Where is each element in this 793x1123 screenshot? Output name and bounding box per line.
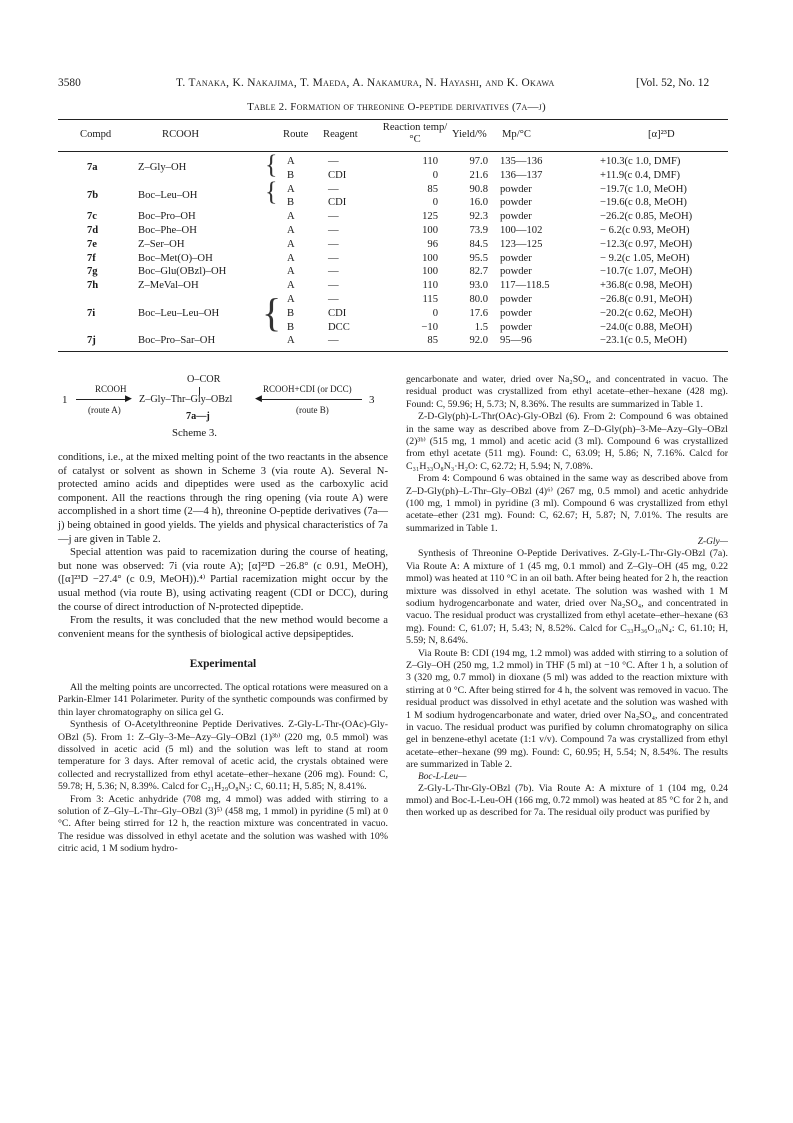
table-cell-rot: − 6.2(c 0.93, MeOH) bbox=[600, 225, 690, 236]
table-cell-temp: 96 bbox=[427, 238, 438, 250]
table-cell-reagent: CDI bbox=[328, 169, 347, 181]
table-cell-compd: 7i bbox=[87, 307, 96, 319]
experimental-section bbox=[58, 682, 388, 856]
table-cell-mp: powder bbox=[500, 294, 532, 305]
table-cell-mp: powder bbox=[500, 197, 532, 209]
table-cell-route: A bbox=[287, 183, 295, 195]
scheme-left-reagent: RCOOH bbox=[95, 384, 127, 394]
table-cell-route: A bbox=[287, 238, 295, 250]
scheme-left-arrow bbox=[76, 399, 128, 400]
scheme-left-number: 1 bbox=[62, 394, 68, 406]
table-cell-mp: powder bbox=[500, 266, 532, 278]
table-cell-yield: 92.0 bbox=[469, 335, 488, 347]
table-cell-rcooh: Boc–Phe–OH bbox=[138, 225, 197, 236]
table-cell-temp: 0 bbox=[432, 307, 438, 319]
scheme-caption: Scheme 3. bbox=[172, 427, 217, 439]
table-cell-route: B bbox=[287, 169, 295, 181]
table-cell-compd: 7e bbox=[87, 238, 97, 250]
col-header-route: Route bbox=[283, 129, 309, 140]
body-paragraph: gencarbonate and water, dried over Na₂SO₄, and concentrated in vacuo. The residual product was crystallized from ethyl acetate–ether–hexane (428 mg). Found: C, 59.96; H, 5.73; N, 8.36%. The results are summarized in Table 1. bbox=[406, 374, 728, 410]
table-cell-route: B bbox=[287, 197, 295, 209]
table-cell-rot: +10.3(c 1.0, DMF) bbox=[600, 156, 681, 167]
table-cell-mp: 100—102 bbox=[500, 225, 543, 236]
body-paragraph: Via Route B: CDI (194 mg, 1.2 mmol) was added with stirring to a solution of Z–Gly–OH (250 mg, 1.2 mmol) in THF (5 ml) at −10 °C. After 1 h, a solution of 3 (320 mg, 0.7 mmol) in dioxane (5 ml) was added to the reaction mixture with stirring at 0 °C. After being stirred for 4 h, the solvent was removed in vacuo. The residual product was dissolved in ethyl acetate and the solution was washed with 1 M sodium hydrogencarbonate and water, dried over Na₂SO₄, and concentrated in vacuo. The residual product was purified by column chromatography on silica gel in benzene-ethyl acetate (1:1 v/v). Compound 7a was crystallized from ethyl acetate–ether–hexane (99 mg). Found: C, 60.95; H, 5.54; N, 8.54%. The results are summarized in Table 2. bbox=[406, 647, 728, 771]
table-cell-yield: 84.5 bbox=[469, 238, 488, 250]
col-header-yield: Yield/% bbox=[452, 129, 487, 140]
body-paragraph: Special attention was paid to racemization during the course of heating, but none was observed: 7i (via route A); [α]²³D −26.8° (c 0.91, MeOH), ([α]²³D −27.4° (c 0.9, MeOH)).⁴⁾ Partial racemization might occur by the usual method (via route B), using activating reagent (CDI or DCC), during the course of direct introduction of N-protected dipeptide. bbox=[58, 547, 388, 613]
body-paragraph: From the results, it was concluded that the new method would become a convenient means for the synthesis of biological active depsipeptides. bbox=[58, 615, 388, 640]
structure-note: Boc-L-Leu— bbox=[418, 771, 467, 782]
table-cell-temp: 0 bbox=[432, 197, 438, 209]
table-cell-mp: powder bbox=[500, 252, 532, 264]
table-cell-compd: 7j bbox=[87, 335, 96, 347]
scheme-left-route: (route A) bbox=[88, 405, 121, 415]
col-header-reagent: Reagent bbox=[323, 129, 358, 140]
table-cell-rot: −20.2(c 0.62, MeOH) bbox=[600, 307, 693, 319]
table-cell-rcooh: Boc–Leu–OH bbox=[138, 189, 198, 201]
journal-volume: [Vol. 52, No. 12 bbox=[636, 77, 710, 89]
table-cell-reagent: — bbox=[328, 225, 339, 236]
brace-7i: { bbox=[262, 290, 282, 335]
table-cell-yield: 16.0 bbox=[469, 197, 488, 209]
table-cell-route: A bbox=[287, 225, 295, 236]
table-cell-rcooh: Z–MeVal–OH bbox=[138, 280, 199, 292]
table-cell-temp: 125 bbox=[422, 211, 438, 223]
table-cell-temp: 115 bbox=[422, 294, 438, 305]
table-cell-temp: 100 bbox=[422, 252, 438, 264]
table-cell-mp: 95—96 bbox=[500, 335, 532, 347]
page-number: 3580 bbox=[58, 77, 81, 89]
running-authors: T. Tanaka, K. Nakajima, T. Maeda, A. Nakamura, N. Hayashi, and K. Okawa bbox=[176, 77, 555, 89]
table-cell-route: A bbox=[287, 156, 295, 167]
col-header-rotation: [α]²³D bbox=[648, 129, 675, 140]
table-top-rule bbox=[58, 119, 728, 120]
scheme-right-route: (route B) bbox=[296, 405, 329, 415]
table-cell-rot: −26.8(c 0.91, MeOH) bbox=[600, 294, 693, 305]
table-cell-route: B bbox=[287, 321, 295, 333]
body-paragraph: Z-Gly-L-Thr-Gly-OBzl (7b). Via Route A: A mixture of 1 (104 mg, 0.24 mmol) and Boc-L-Leu-OH (166 mg, 0.72 mmol) was heated at 85 °C for 2 h, and then worked up as described for 7a. The residual oily product was purified by bbox=[406, 782, 728, 819]
table-cell-rcooh: Boc–Met(O)–OH bbox=[138, 252, 213, 264]
arrow-head-left: ◀ bbox=[255, 393, 262, 403]
scheme-main-compound: Z–Gly–Thr–Gly–OBzl bbox=[139, 394, 233, 405]
table-cell-reagent: — bbox=[328, 335, 339, 347]
table-cell-compd: 7f bbox=[87, 252, 96, 264]
table-cell-temp: 100 bbox=[422, 266, 438, 278]
table-cell-yield: 73.9 bbox=[469, 225, 488, 236]
table-cell-temp: 110 bbox=[422, 156, 438, 167]
body-paragraph: conditions, i.e., at the mixed melting point of the two reactants in the absence of catalyst or solvent as shown in Scheme 3 (via route A). Several N-protected amino acids and dipeptides were used as the carboxylic acid component. All the reactions through the ring opening (via route A) were accomplished in a short time (2—4 h), threonine O-peptide derivatives (7a—j) being obtained in good yields. The yields and physical characteristics of 7a—j are given in Table 2. bbox=[58, 452, 388, 545]
table-cell-yield: 92.3 bbox=[469, 211, 488, 223]
table-cell-route: B bbox=[287, 307, 295, 319]
table-caption: Table 2. Formation of threonine O-peptide derivatives (7a—j) bbox=[247, 101, 546, 113]
table-cell-route: A bbox=[287, 266, 295, 278]
table-cell-mp: powder bbox=[500, 211, 532, 223]
table-cell-compd: 7c bbox=[87, 211, 97, 223]
table-cell-rot: −19.6(c 0.8, MeOH) bbox=[600, 197, 687, 209]
table-cell-route: A bbox=[287, 211, 295, 223]
col-header-rcooh: RCOOH bbox=[162, 129, 200, 140]
table-cell-compd: 7a bbox=[87, 162, 98, 173]
scheme-right-number: 3 bbox=[369, 394, 375, 406]
table-cell-temp: 100 bbox=[422, 225, 438, 236]
body-paragraph: Z-D-Gly(ph)-L-Thr(OAc)-Gly-OBzl (6). From 2: Compound 6 was obtained in the same way as described above from Z–D-Gly(ph)–3-Me–Azy–Gly–OBzl (2)³ᵇ⁾ (515 mg, 1 mmol) and acetic acid (3 ml). Compound 6 was crystallized from ethyl acetate (511 mg). Found: C, 63.09; H, 5.86; N, 7.16%. Calcd for C₃₁H₃₃O₈N₃·H₂O: C, 62.72; H, 5.94; N, 7.08%. bbox=[406, 411, 728, 472]
table-cell-yield: 93.0 bbox=[469, 280, 488, 292]
table-cell-rot: − 9.2(c 1.05, MeOH) bbox=[600, 252, 690, 264]
table-cell-mp: powder bbox=[500, 321, 532, 333]
table-cell-temp: 0 bbox=[432, 169, 438, 181]
table-cell-rot: −26.2(c 0.85, MeOH) bbox=[600, 211, 693, 223]
structure-note: Z-Gly— bbox=[697, 537, 728, 548]
table-cell-route: A bbox=[287, 335, 295, 347]
table-cell-reagent: CDI bbox=[328, 307, 347, 319]
col-header-compd: Compd bbox=[80, 129, 112, 140]
table-cell-temp: 85 bbox=[427, 335, 438, 347]
table-cell-reagent: CDI bbox=[328, 197, 347, 209]
table-cell-rot: −24.0(c 0.88, MeOH) bbox=[600, 321, 693, 333]
table-cell-route: A bbox=[287, 280, 295, 292]
scheme-product: 7a—j bbox=[186, 411, 210, 422]
body-paragraph: From 3: Acetic anhydride (708 mg, 4 mmol) was added with stirring to a solution of Z–Gly–L-Thr–Gly–OBzl (3)⁵⁾ (458 mg, 1 mmol) in pyridine (5 ml) at 0 °C. After being stirred for 12 h, the reaction mixture was concentrated in vacuo. The residue was dissolved in ethyl acetate and the solution was washed with 10% citric acid, 1 M sodium hydro- bbox=[58, 793, 388, 855]
table-cell-mp: 123—125 bbox=[500, 238, 543, 250]
table-cell-reagent: — bbox=[328, 156, 339, 167]
table-cell-route: A bbox=[287, 252, 295, 264]
col-header-mp: Mp/°C bbox=[502, 129, 531, 140]
table-cell-rot: +36.8(c 0.98, MeOH) bbox=[600, 280, 693, 292]
table-cell-rot: −12.3(c 0.97, MeOH) bbox=[600, 238, 693, 250]
table-cell-reagent: — bbox=[328, 238, 339, 250]
table-cell-reagent: — bbox=[328, 183, 339, 195]
table-cell-compd: 7g bbox=[87, 266, 98, 278]
table-cell-reagent: DCC bbox=[328, 321, 350, 333]
table-cell-reagent: — bbox=[328, 294, 339, 305]
table-cell-mp: powder bbox=[500, 183, 532, 195]
scheme-top-group: O–COR bbox=[187, 374, 221, 385]
brace-7b: { bbox=[265, 177, 278, 206]
table-cell-temp: −10 bbox=[421, 321, 438, 333]
table-cell-yield: 17.6 bbox=[469, 307, 488, 319]
table-cell-rcooh: Boc–Pro–OH bbox=[138, 211, 196, 223]
table-cell-yield: 1.5 bbox=[474, 321, 488, 333]
table-cell-compd: 7b bbox=[87, 189, 99, 201]
col-header-temp: Reaction temp/°C bbox=[382, 122, 448, 145]
left-column bbox=[58, 451, 388, 856]
table-cell-rcooh: Z–Ser–OH bbox=[138, 238, 185, 250]
table-cell-reagent: — bbox=[328, 211, 339, 223]
table-cell-rot: −10.7(c 1.07, MeOH) bbox=[600, 266, 693, 278]
body-paragraph: Synthesis of Threonine O-Peptide Derivatives. Z-Gly-L-Thr-Gly-OBzl (7a). Via Route A: A mixture of 1 (45 mg, 0.1 mmol) and Z–Gly–OH (45 mg, 0.22 mmol) was heated at 110 °C in an oil bath. After being heated for 2 h, the reaction mixture was dissolved in ethyl acetate. The solution was washed with 1 M sodium hydrogencarbonate and water, dried over Na₂SO₄, and concentrated in vacuo. The residual product was crystallized from ethyl acetate–ether–hexane (63 mg). Found: C, 61.07; H, 5.43; N, 8.52%. Calcd for C₃₃H₃₆O₁₀N₄: C, 61.10; H, 5.59; N, 8.64%. bbox=[406, 548, 728, 647]
table-cell-reagent: — bbox=[328, 280, 339, 292]
right-column bbox=[406, 374, 728, 820]
table-cell-rot: −19.7(c 1.0, MeOH) bbox=[600, 183, 687, 195]
table-cell-route: A bbox=[287, 294, 295, 305]
body-paragraph: From 4: Compound 6 was obtained in the same way as described above from Z–D-Gly(ph)–L-Thr–Gly–OBzl (4)⁶⁾ (267 mg, 0.5 mmol) and acetic anhydride (100 mg, 1 mmol) in pyridine (3 ml). Compound 6 was crystallized from ethyl acetate–ether (231 mg). Found: C, 62.67; H, 5.87; N, 7.01%. The results are summarized in Table 1. bbox=[406, 473, 728, 534]
body-paragraph: All the melting points are uncorrected. The optical rotations were measured on a Parkin-Elmer 141 Polarimeter. Purity of the synthetic compounds was confirmed by thin layer chromatography on silica gel G. bbox=[58, 681, 388, 718]
table-cell-rcooh: Boc–Glu(OBzl)–OH bbox=[138, 266, 227, 278]
table-cell-yield: 90.8 bbox=[469, 183, 488, 195]
table-cell-mp: 117—118.5 bbox=[500, 280, 550, 292]
table-cell-compd: 7d bbox=[87, 225, 99, 236]
table-cell-temp: 110 bbox=[422, 280, 438, 292]
arrow-head-right: ▶ bbox=[125, 393, 132, 403]
table-cell-yield: 97.0 bbox=[469, 156, 488, 167]
table-cell-rot: −23.1(c 0.5, MeOH) bbox=[600, 335, 687, 347]
table-cell-rot: +11.9(c 0.4, DMF) bbox=[600, 169, 681, 181]
table-cell-yield: 21.6 bbox=[469, 169, 488, 181]
brace-7a: { bbox=[265, 150, 278, 179]
table-header-rule bbox=[58, 151, 728, 152]
table-bottom-rule bbox=[58, 351, 728, 352]
table-cell-yield: 95.5 bbox=[469, 252, 488, 264]
table-cell-reagent: — bbox=[328, 266, 339, 278]
table-cell-mp: 135—136 bbox=[500, 156, 543, 167]
experimental-heading: Experimental bbox=[189, 658, 257, 671]
table-cell-mp: powder bbox=[500, 307, 532, 319]
table-cell-compd: 7h bbox=[87, 280, 99, 292]
table-cell-reagent: — bbox=[328, 252, 339, 264]
scheme-right-arrow bbox=[262, 399, 362, 400]
table-cell-yield: 82.7 bbox=[469, 266, 488, 278]
table-cell-rcooh: Z–Gly–OH bbox=[138, 162, 187, 173]
scheme-right-reagent: RCOOH+CDI (or DCC) bbox=[263, 384, 352, 394]
table-cell-rcooh: Boc–Pro–Sar–OH bbox=[138, 335, 216, 347]
table-cell-temp: 85 bbox=[427, 183, 438, 195]
table-cell-yield: 80.0 bbox=[469, 294, 488, 305]
table-cell-rcooh: Boc–Leu–Leu–OH bbox=[138, 307, 220, 319]
body-paragraph: Synthesis of O-Acetylthreonine Peptide Derivatives. Z-Gly-L-Thr-(OAc)-Gly-OBzl (5). From 1: Z–Gly–3-Me–Azy–Gly–OBzl (1)³ᵇ⁾ (220 mg, 0.5 mmol) was dissolved in acetic acid (5 ml) and the solution was left to stand at room temperature for 3 days. After removal of acetic acid, the crystals obtained were collected and recrystallized from ethyl acetate–ether–hexane (206 mg). Found: C, 59.78; H, 5.36; N, 8.39%. Calcd for C₂₁H₂₉O₈N₃: C, 60.11; H, 5.85; N, 8.41%. bbox=[58, 719, 388, 793]
table-cell-mp: 136—137 bbox=[500, 169, 543, 181]
